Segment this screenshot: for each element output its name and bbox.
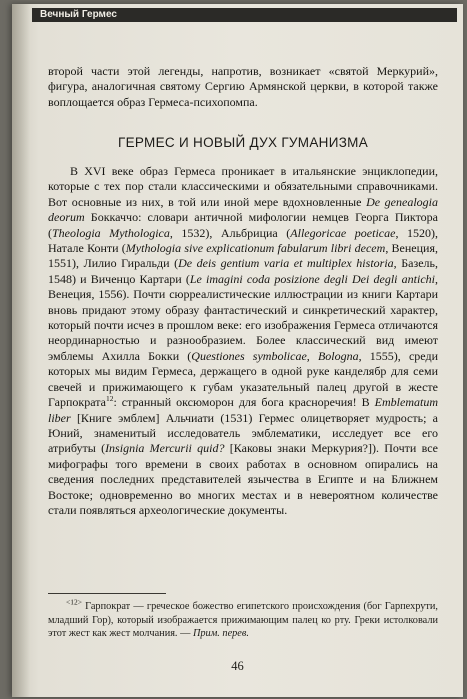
running-header-title: Вечный Гермес [40,9,117,20]
book-page [12,4,463,697]
footnote-separator [48,593,166,594]
footnote-marker: <12> [66,597,82,607]
running-header [32,8,457,22]
text-run: [Каковы знаки Меркурия?]). Почти все мифографы того времени в своих работах в основном опирались на сведения последних представителей язычества в Египте и на Ближнем Востоке; одновременно во многих местах и в невероятном количестве стали появляться археологические документы. [48,441,438,517]
text-run: [Книге эмблем] Альчиати (1531) Гермес олицетворяет мудрость; а Юний, знаменитый исследователь эмблематики, исследует все его атрибуты ( [48,410,438,456]
book-title: Insignia Mercurii quid? [105,441,225,456]
main-paragraph [48,164,438,590]
text-run: , Венеция, 1556). Почти сюрреалистические иллюстрации из книги Картари вновь придают этому образу фантастический и синкретический характер, который почти исчез в прошлом веке: его изображения Гермеса отличаются неординарностью и разнообразием. Более классический вид имеют эмблемы Ахилла Бокки ( [48,271,438,363]
text-run: , 1532), Альбрициа ( [169,225,291,240]
book-title: Le imagini coda posizione degli Dei degli antichi [189,271,435,286]
text-run: , Венеция, 1551), Лилио Гиральди ( [48,241,438,271]
book-title: Allegoricae poeticae [290,225,396,240]
footnote-credit: Прим. перев. [192,628,249,639]
footnote-text: Гарпократ — греческое божество египетского происхождения (бог Гарпехрути, младший Гор), который изображается прижимающим палец ко рту. Греки истолковали этот жест как жест молчания. — [48,601,438,639]
footnote [48,597,438,641]
page-number: 46 [231,659,244,673]
book-title: Theologia Mythologica [52,225,170,240]
text-run: , 1555), среди которых мы видим Гермеса, держащего в одной руке канделябр для семи свечей и прижимающего к губам указательный палец другой в жесте Гарпократа [48,348,438,410]
book-title: Questiones symbolicae, Bologna [191,348,359,363]
text-run: В XVI веке образ Гермеса проникает в итальянские энциклопедии, которые с тех пор стали классическими и обязательными справочниками. Вот основные из них, в той или иной мере вдохновленные [48,164,438,209]
book-title: Mythologia sive explicationum fabularum libri decem [125,241,386,256]
intro-paragraph: второй части этой легенды, напротив, возникает «святой Меркурий», фигура, аналогичная святому Сергию Армянской церкви, в которой также воплощается образ Гермеса-психопомпа. [48,64,438,109]
footnote-reference[interactable]: 12 [105,394,114,404]
section-heading: ГЕРМЕС И НОВЫЙ ДУХ ГУМАНИЗМА [117,135,369,150]
book-title: De genealogia deorum [48,194,438,225]
book-title: De deis gentium varia et multiplex historia [178,256,394,271]
text-run: Боккаччо: словари античной мифологии немцев Георга Пиктора ( [48,210,438,240]
text-run: , 1520), Натале Конти ( [48,225,438,256]
text-run: : странный оксюморон для бога красноречия! В [113,395,375,410]
text-run: , Базель, 1548) и Виченцо Картари ( [48,256,438,286]
book-title: Emblematum liber [48,395,438,425]
page-spine-shadow [12,4,30,697]
